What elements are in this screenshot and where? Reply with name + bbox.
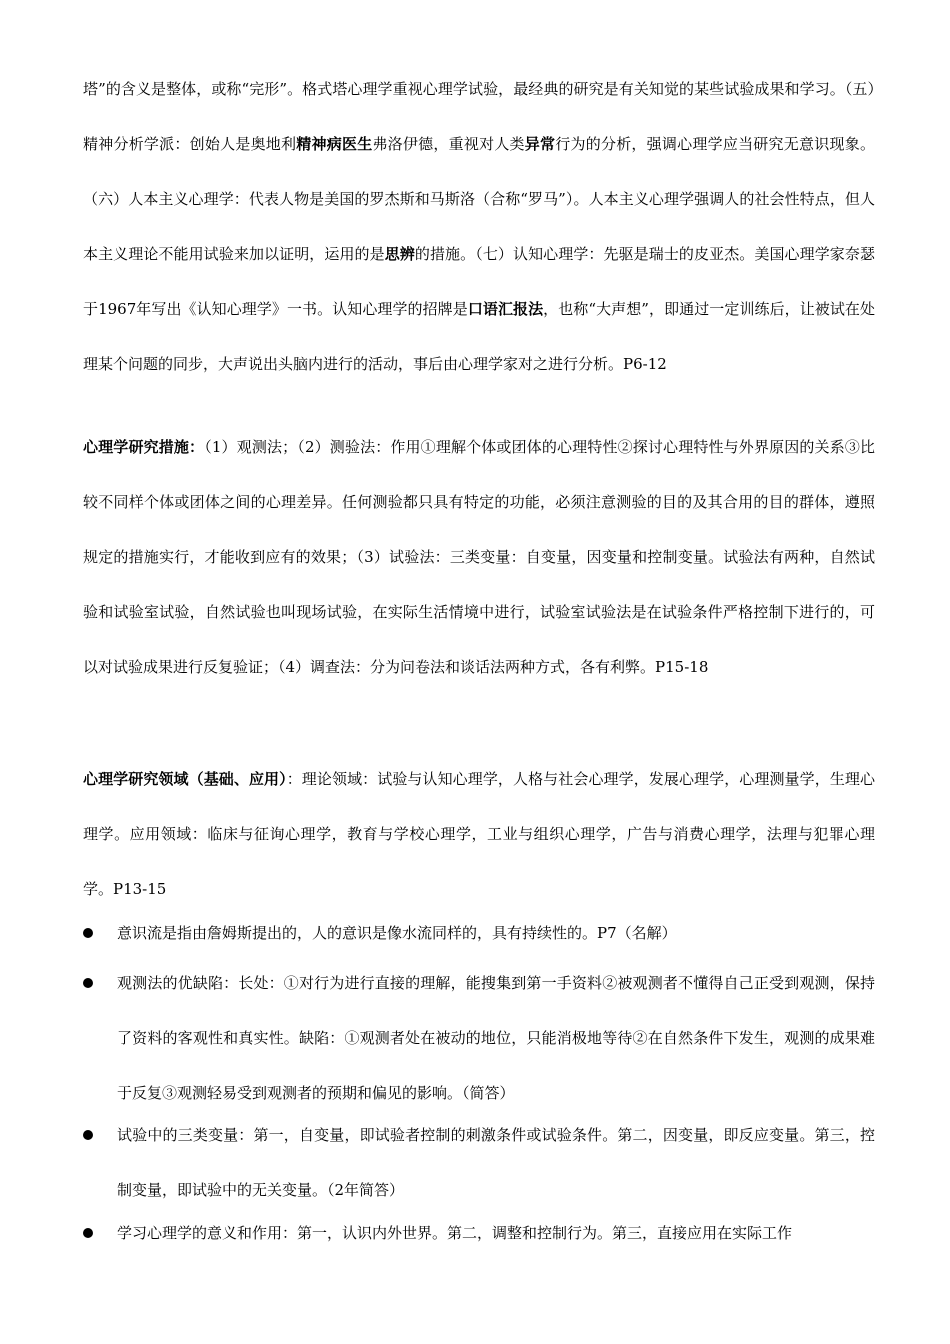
paragraph-text: ，也称“大声想”，即通过一定训练后，让被试在处理某个问题的同步，大声说出头脑内进行的活动，事后由心理学家对之进行分析。P6-12: [83, 300, 875, 373]
bold-term: 思辨: [384, 245, 415, 263]
bullet-icon: [83, 1130, 93, 1140]
bold-term: 口语汇报法: [467, 300, 544, 318]
list-item-text: 观测法的优缺陷：长处：①对行为进行直接的理解，能搜集到第一手资料②被观测者不懂得自己正受到观测，保持了资料的客观性和真实性。缺陷：①观测者处在被动的地位，只能消极地等待②在自然条件下发生，观测的成果难于反复③观测轻易受到观测者的预期和偏见的影响。（简答）: [117, 974, 875, 1102]
paragraph-schools: [83, 62, 875, 392]
section-heading: 心理学研究领域（基础、应用）: [83, 770, 287, 788]
paragraph-text: 行为的分析，强调心理学应当研究无意识现象。（六）人本主义心理学：代表人物是美国的罗杰斯和马斯洛（合称“罗马”）。人本主义心理学强调人的社会性特点，但人本主义理论不能用试验来加以证明，运用的是: [83, 135, 875, 263]
paragraph-text: 塔”的含义是整体，或称“完形”。格式塔心理学重视心理学试验，最经典的研究是有关知觉的某些试验成果和学习。（五）精神分析学派：创始人是奥地利: [83, 80, 875, 153]
list-item-text: 试验中的三类变量：第一，自变量，即试验者控制的刺激条件或试验条件。第二，因变量，即反应变量。第三，控制变量，即试验中的无关变量。（2年简答）: [117, 1126, 875, 1199]
list-item-text: 意识流是指由詹姆斯提出的，人的意识是像水流同样的，具有持续性的。P7（名解）: [117, 924, 677, 942]
paragraph-text: （1）观测法；（2）测验法：作用①理解个体或团体的心理特性②探讨心理特性与外界原因的关系③比较不同样个体或团体之间的心理差异。任何测验都只具有特定的功能，必须注意测验的目的及其合用的目的群体，遵照规定的措施实行，才能收到应有的效果；（3）试验法：三类变量：自变量，因变量和控制变量。试验法有两种，自然试验和试验室试验，自然试验也叫现场试验，在实际生活情境中进行，试验室试验法是在试验条件严格控制下进行的，可以对试验成果进行反复验证；（4）调查法：分为问卷法和谈话法两种方式，各有利弊。P15-18: [83, 438, 875, 676]
bold-term: 异常: [524, 135, 556, 153]
section-heading: 心理学研究措施：: [83, 438, 205, 456]
list-item-text: 学习心理学的意义和作用：第一，认识内外世界。第二，调整和控制行为。第三，直接应用在实际工作: [117, 1224, 793, 1242]
bullet-icon: [83, 1228, 93, 1238]
bullet-icon: [83, 928, 93, 938]
paragraph-research-fields: [83, 752, 875, 917]
bullet-icon: [83, 978, 93, 988]
paragraph-research-methods: [83, 420, 875, 695]
bold-term: 精神病医生: [296, 135, 373, 153]
paragraph-text: 的措施。（七）认知心理学：先驱是瑞士的皮亚杰。美国心理学家奈瑟于1967年写出《认知心理学》一书。认知心理学的招牌是: [83, 245, 875, 318]
paragraph-text: 弗洛伊德，重视对人类: [372, 135, 525, 153]
paragraph-text: ：理论领域：试验与认知心理学，人格与社会心理学，发展心理学，心理测量学，生理心理学。应用领域：临床与征询心理学，教育与学校心理学，工业与组织心理学，广告与消费心理学，法理与犯罪心理学。P13-15: [83, 770, 875, 898]
